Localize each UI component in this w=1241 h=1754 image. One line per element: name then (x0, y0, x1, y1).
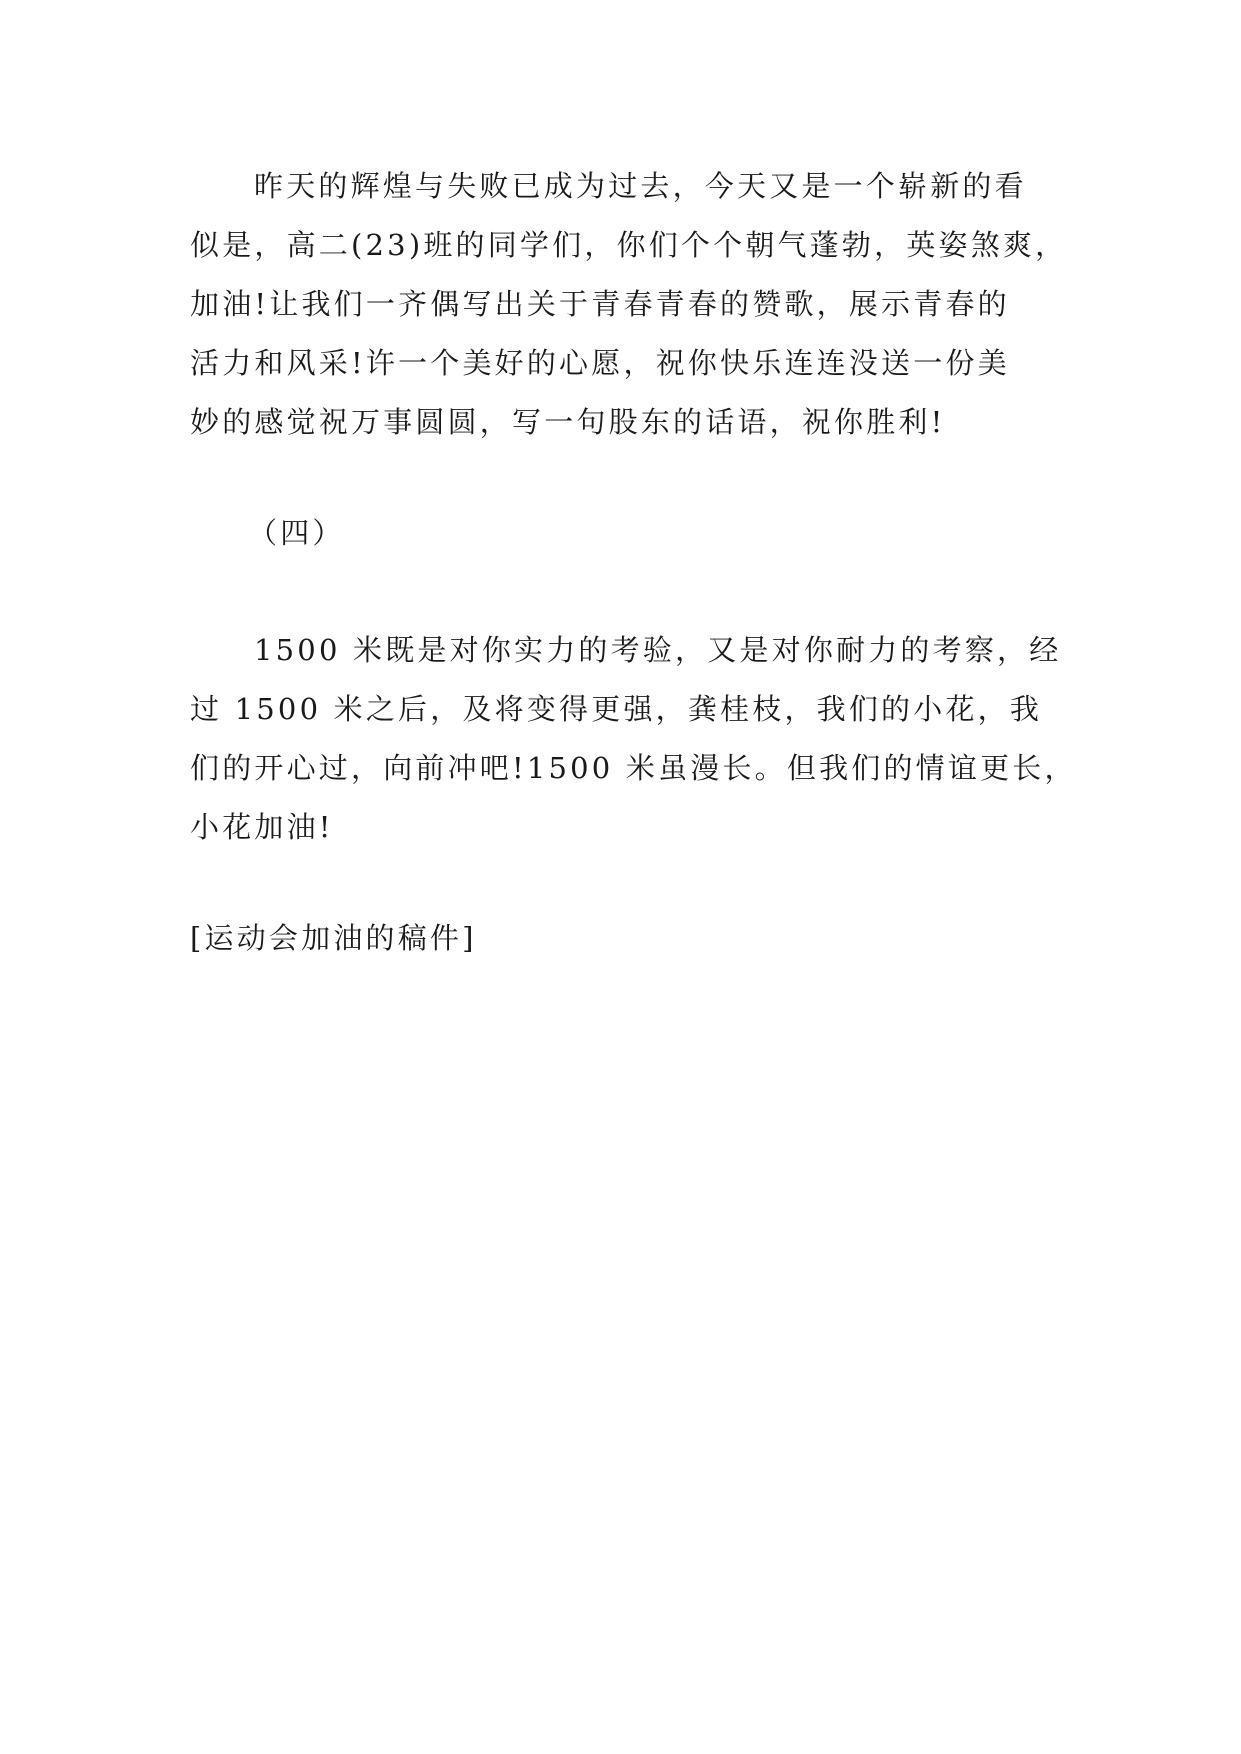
paragraph-2-line-2: 过 1500 米之后，及将变得更强，龚桂枝，我们的小花，我 (190, 692, 1043, 726)
footer-tag: [运动会加油的稿件] (190, 921, 477, 955)
paragraph-1-line-2: 似是，高二(23)班的同学们，你们个个朝气蓬勃，英姿煞爽， (190, 228, 1068, 262)
paragraph-1-line-4: 活力和风采!许一个美好的心愿，祝你快乐连连没送一份美 (190, 346, 1010, 380)
paragraph-2-line-1: 1500 米既是对你实力的考验，又是对你耐力的考察，经 (254, 633, 1062, 667)
paragraph-1-line-1: 昨天的辉煌与失败已成为过去，今天又是一个崭新的看 (254, 169, 1027, 203)
paragraph-1-line-5: 妙的感觉祝万事圆圆，写一句股东的话语，祝你胜利! (190, 405, 946, 439)
paragraph-1-line-3: 加油!让我们一齐偶写出关于青春青春的赞歌，展示青春的 (190, 287, 1010, 321)
section-marker: （四） (248, 516, 345, 550)
paragraph-2-line-4: 小花加油! (190, 810, 334, 844)
paragraph-2-line-3: 们的开心过，向前冲吧!1500 米虽漫长。但我们的情谊更长， (190, 751, 1077, 785)
